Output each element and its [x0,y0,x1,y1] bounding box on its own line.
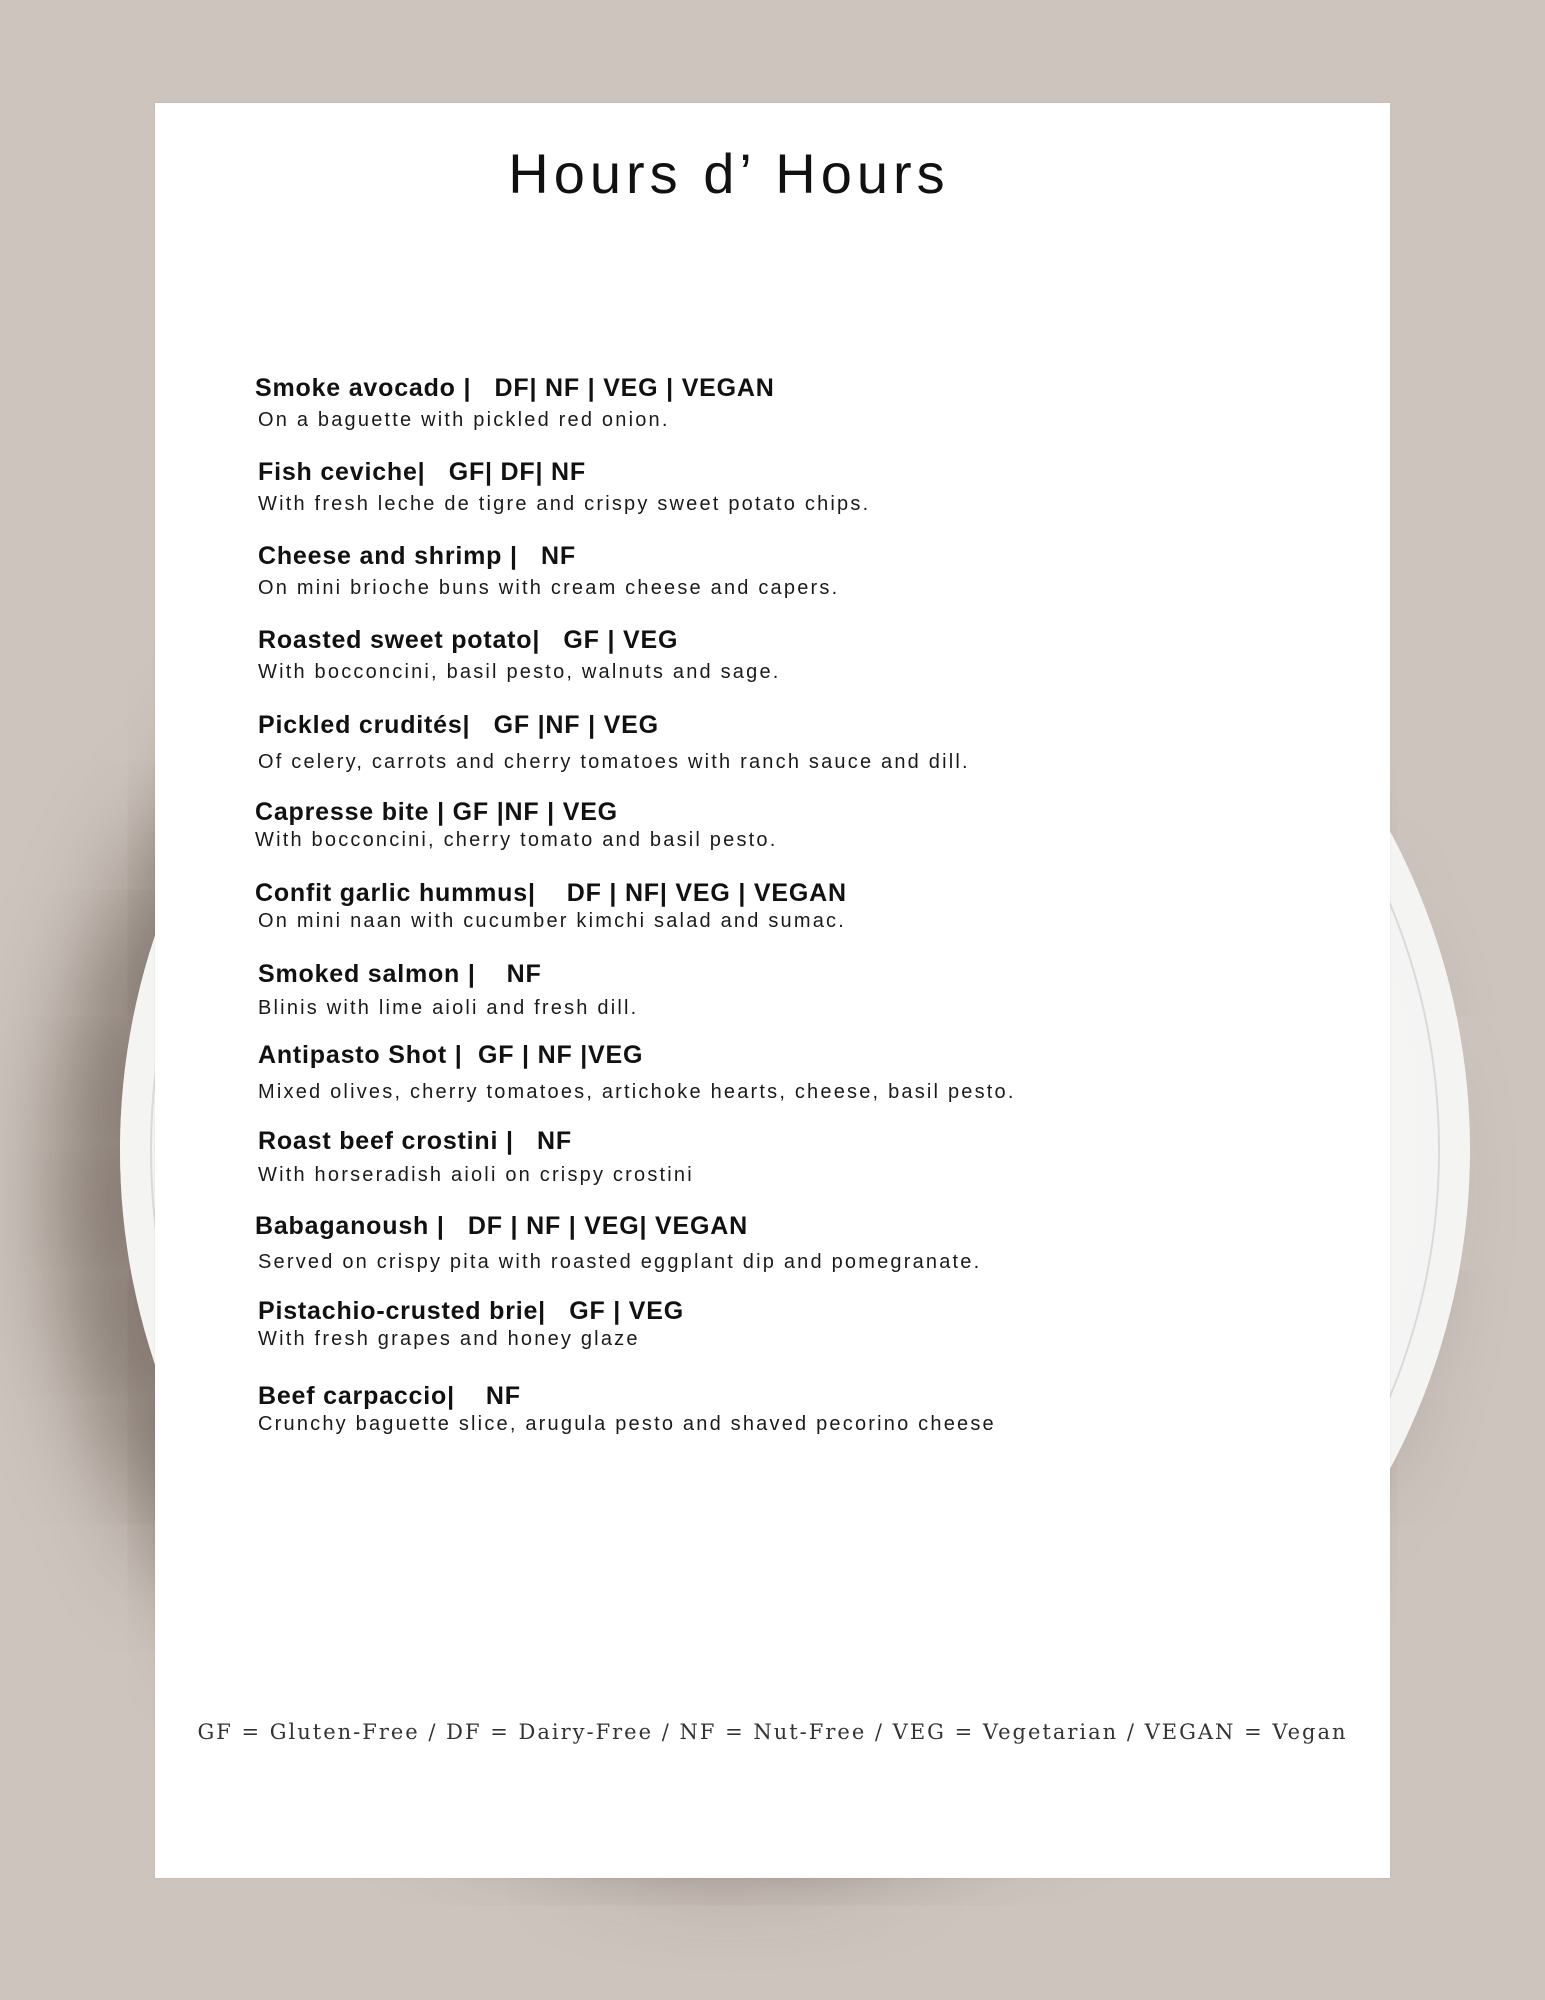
menu-item-name: Beef carpaccio| NF [258,1382,521,1410]
menu-item-name: Cheese and shrimp | NF [258,542,576,570]
menu-item-description: With fresh leche de tigre and crispy sweet potato chips. [258,493,871,515]
menu-title: Hours d’ Hours [508,142,950,205]
menu-item-name: Capresse bite | GF |NF | VEG [255,798,618,826]
menu-item-description: With bocconcini, basil pesto, walnuts and sage. [258,661,781,683]
menu-card [155,103,1390,1878]
menu-item-name: Roast beef crostini | NF [258,1127,572,1155]
menu-item-description: Of celery, carrots and cherry tomatoes with ranch sauce and dill. [258,751,970,773]
menu-item-description: Blinis with lime aioli and fresh dill. [258,997,639,1019]
menu-item-name: Roasted sweet potato| GF | VEG [258,626,679,654]
menu-item-description: On a baguette with pickled red onion. [258,409,670,431]
menu-item-name: Babaganoush | DF | NF | VEG| VEGAN [255,1212,748,1240]
menu-item-name: Confit garlic hummus| DF | NF| VEG | VEGAN [255,879,847,907]
menu-item-smoked-salmon [258,959,1358,1021]
dietary-legend: GF = Gluten-Free / DF = Dairy-Free / NF = Nut-Free / VEG = Vegetarian / VEGAN = Vegan [197,1720,1348,1744]
menu-item-roast-beef-crostini [258,1126,1358,1188]
menu-item-name: Smoked salmon | NF [258,960,542,988]
menu-item-fish-ceviche [258,457,1358,517]
menu-item-description: With horseradish aioli on crispy crostini [258,1164,694,1186]
menu-item-capresse-bite [255,797,1355,853]
menu-item-description: On mini brioche buns with cream cheese and capers. [258,577,840,599]
menu-item-description: With bocconcini, cherry tomato and basil pesto. [255,829,778,851]
menu-item-description: Crunchy baguette slice, arugula pesto and shaved pecorino cheese [258,1413,996,1435]
menu-item-description: Mixed olives, cherry tomatoes, artichoke hearts, cheese, basil pesto. [258,1081,1016,1103]
menu-item-pickled-crudites [258,710,1358,775]
menu-item-antipasto-shot [258,1040,1358,1105]
menu-item-description: On mini naan with cucumber kimchi salad and sumac. [258,910,846,932]
menu-item-beef-carpaccio [258,1381,1358,1437]
menu-item-name: Pistachio-crusted brie| GF | VEG [258,1297,685,1325]
menu-item-description: With fresh grapes and honey glaze [258,1328,640,1350]
menu-item-name: Smoke avocado | DF| NF | VEG | VEGAN [255,374,775,402]
menu-item-roasted-sweet-potato [258,625,1358,685]
menu-item-babaganoush [255,1211,1355,1275]
menu-item-cheese-and-shrimp [258,541,1358,601]
menu-item-name: Fish ceviche| GF| DF| NF [258,458,586,486]
menu-item-smoke-avocado [255,373,1355,433]
menu-item-pistachio-crusted-brie [258,1296,1358,1352]
menu-item-confit-garlic-hummus [255,878,1355,934]
menu-item-name: Antipasto Shot | GF | NF |VEG [258,1041,644,1069]
menu-item-description: Served on crispy pita with roasted eggplant dip and pomegranate. [258,1251,982,1273]
menu-item-name: Pickled crudités| GF |NF | VEG [258,711,659,739]
